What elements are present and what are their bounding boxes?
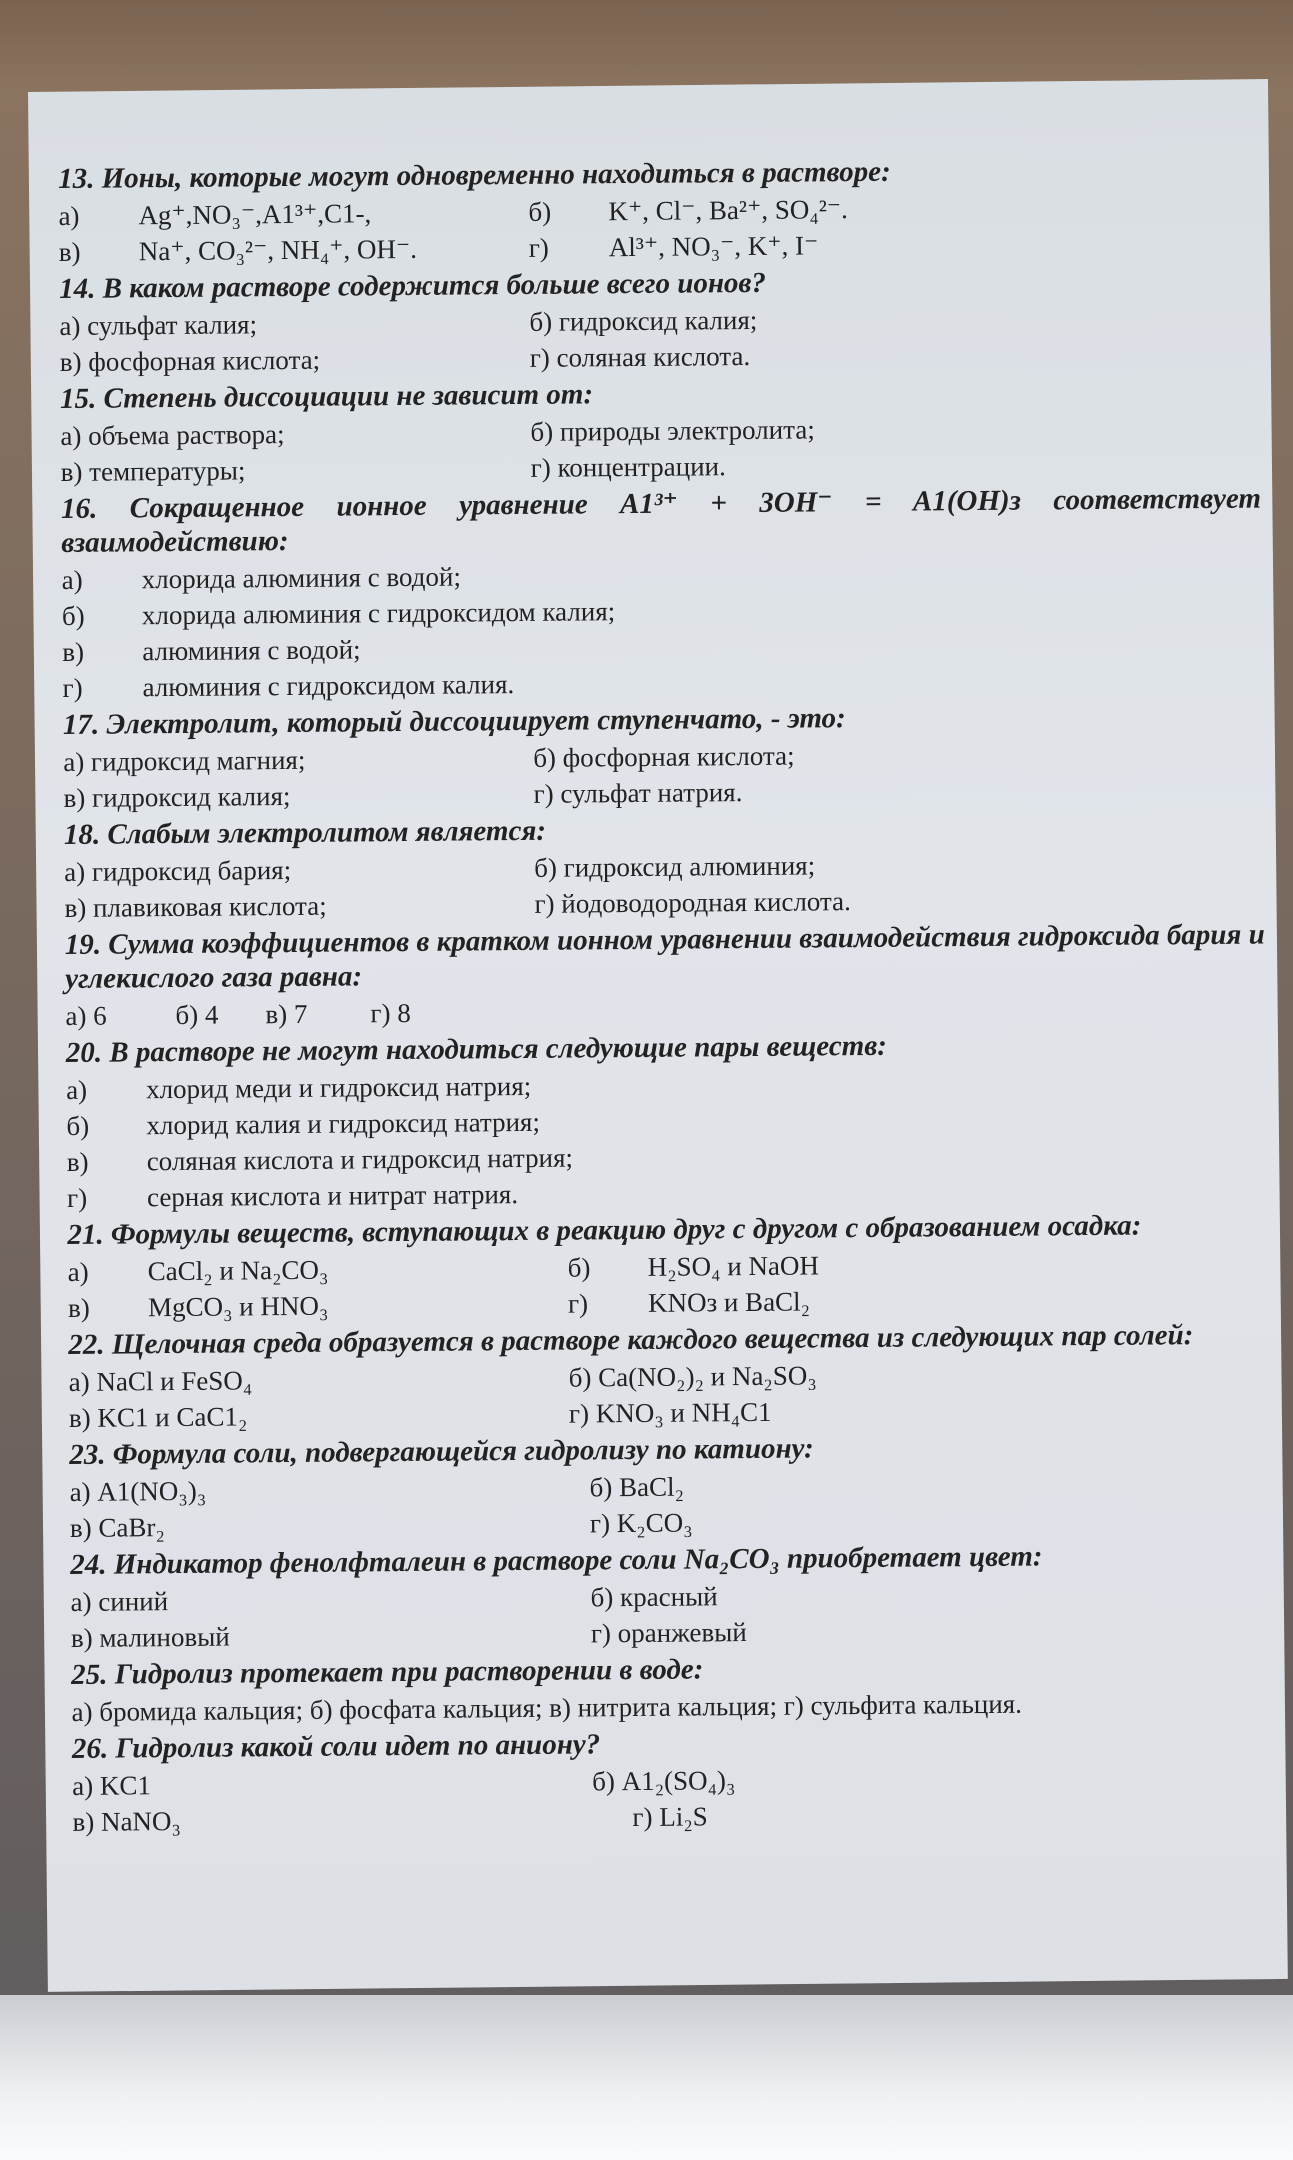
option-v: в) фосфорная кислота;	[59, 344, 321, 377]
question-14	[59, 262, 1260, 380]
question-24-title: 24. Индикатор фенолфталеин в растворе соли Na₂CO₃ приобретает цвет:	[70, 1540, 1043, 1581]
option-b: б) BaCl₂	[589, 1471, 685, 1503]
question-26	[72, 1721, 1273, 1839]
option-label: в)	[67, 1292, 90, 1323]
option-g: г) K₂CO₃	[589, 1507, 693, 1539]
option-a: а) сульфат калия;	[59, 309, 258, 341]
option-label: а)	[58, 200, 80, 231]
option-text: соляная кислота и гидроксид натрия;	[146, 1142, 574, 1177]
option-text: алюминия с гидроксидом калия.	[142, 669, 515, 703]
option-b: б) гидроксид калия;	[529, 304, 758, 337]
question-22	[68, 1317, 1269, 1435]
option-text: хлорид калия и гидроксид натрия;	[146, 1106, 541, 1141]
option-label: в)	[66, 1146, 89, 1177]
option-label: г)	[62, 672, 83, 703]
question-19	[65, 917, 1266, 1033]
option-a: а) KC1	[72, 1770, 152, 1801]
option-a: CaCl₂ и Na₂CO₃	[147, 1254, 329, 1287]
option-a: а) гидроксид магния;	[63, 744, 306, 777]
option-a: Ag⁺,NO₃⁻,A1³⁺,C1-,	[138, 198, 372, 231]
question-15-title: 15. Степень диссоциации не зависит от:	[59, 378, 594, 415]
option-label: в)	[62, 636, 85, 667]
option-a: а) объема раствора;	[60, 419, 285, 451]
question-16-title: 16. Сокращенное ионное уравнение A1³⁺ + 3OH⁻ = A1(OH)з соответствует взаимодействию:	[60, 482, 1262, 559]
question-13-title: 13. Ионы, которые могут одновременно находиться в растворе:	[58, 155, 891, 195]
option-b: б) 4	[175, 999, 219, 1031]
question-23	[69, 1427, 1270, 1545]
question-25	[71, 1647, 1272, 1729]
option-label: б)	[567, 1252, 591, 1283]
option-b: б) красный	[590, 1581, 718, 1613]
option-a: а) 6	[65, 1000, 107, 1031]
option-text: хлорида алюминия с водой;	[141, 561, 461, 595]
question-16	[61, 482, 1263, 706]
option-b: б) Ca(NO₂)₂ и Na₂SO₃	[568, 1360, 817, 1393]
question-17	[63, 698, 1264, 816]
question-17-title: 17. Электролит, который диссоциирует ступенчато, - это:	[62, 702, 846, 741]
question-20-title: 20. В растворе не могут находиться следующие пары веществ:	[65, 1029, 887, 1069]
option-g: г) 8	[370, 997, 411, 1029]
question-26-title: 26. Гидролиз какой соли идет по аниону?	[71, 1728, 601, 1765]
option-text: алюминия с водой;	[142, 634, 361, 667]
option-v: в) малиновый	[70, 1621, 230, 1653]
option-v: в) CaBr₂	[69, 1512, 165, 1543]
question-18-title: 18. Слабым электролитом является:	[63, 814, 547, 851]
question-14-title: 14. В каком растворе содержится больше всего ионов?	[58, 266, 767, 305]
question-25-options: а) бромида кальция; б) фосфата кальция; в) нитрита кальция; г) сульфита кальция.	[71, 1688, 1023, 1727]
question-24	[70, 1537, 1271, 1655]
option-v: в) NaNO₃	[72, 1805, 182, 1837]
option-label: б)	[66, 1110, 90, 1141]
option-label: а)	[61, 564, 83, 595]
test-content	[58, 150, 1273, 1840]
question-21-title: 21. Формулы веществ, вступающих в реакцию друг с другом с образованием осадка:	[67, 1209, 1142, 1251]
question-15	[60, 372, 1261, 490]
question-13	[58, 152, 1259, 270]
option-v: в) плавиковая кислота;	[64, 890, 327, 923]
option-label: а)	[65, 1074, 88, 1105]
option-b: H₂SO₄ и NaOH	[647, 1250, 820, 1282]
option-v: в) гидроксид калия;	[63, 780, 291, 813]
option-label: б)	[61, 600, 85, 631]
question-23-title: 23. Формула соли, подвергающейся гидролизу по катиону:	[69, 1432, 814, 1471]
option-a: а) A1(NO₃)₃	[69, 1475, 207, 1507]
option-b: K⁺, Cl⁻, Ba²⁺, SO₄²⁻.	[608, 194, 848, 227]
option-g: г) концентрации.	[530, 451, 726, 483]
option-g: Al³⁺, NO₃⁻, K⁺, I⁻	[608, 230, 819, 263]
option-a: а) синий	[70, 1586, 169, 1617]
question-22-title: 22. Щелочная среда образуется в растворе каждого вещества из следующих пар солей:	[68, 1319, 1194, 1361]
option-b: б) фосфорная кислота;	[533, 740, 795, 773]
option-a: а) гидроксид бария;	[64, 854, 292, 887]
option-label: а)	[67, 1256, 89, 1287]
option-label: г)	[567, 1288, 589, 1319]
option-g: KNOз и BaCl₂	[647, 1286, 811, 1318]
option-text: серная кислота и нитрат натрия.	[146, 1179, 519, 1213]
question-18	[64, 808, 1265, 926]
option-g: г) оранжевый	[590, 1617, 747, 1649]
question-25-title: 25. Гидролиз протекает при растворении в воде:	[71, 1653, 704, 1691]
option-label: г)	[66, 1182, 88, 1213]
question-21	[67, 1207, 1268, 1325]
option-label: б)	[528, 196, 552, 227]
question-19-title: 19. Сумма коэффициентов в кратком ионном уравнении взаимодействия гидроксида бария и углекислого газа равна:	[64, 918, 1265, 995]
paper-stack-bottom	[0, 1995, 1293, 2160]
option-a: а) NaCl и FeSO₄	[68, 1365, 253, 1397]
option-v: в) 7	[265, 998, 308, 1030]
option-label: г)	[528, 232, 549, 263]
option-g: г) соляная кислота.	[529, 340, 751, 373]
option-g: г) йодоводородная кислота.	[534, 886, 851, 919]
option-text: хлорид меди и гидроксид натрия;	[145, 1070, 532, 1105]
option-g: г) сульфат натрия.	[533, 777, 743, 809]
option-v: MgCO₃ и HNO₃	[147, 1290, 329, 1323]
option-b: б) природы электролита;	[530, 414, 815, 447]
option-b: б) гидроксид алюминия;	[534, 850, 816, 883]
option-v: в) температуры;	[60, 455, 246, 487]
option-b: б) A1₂(SO₄)₃	[592, 1765, 736, 1797]
option-label: в)	[58, 236, 81, 267]
option-g: г) KNO₃ и NH₄C1	[568, 1396, 772, 1429]
question-20	[66, 1025, 1268, 1215]
option-g: г) Li₂S	[632, 1801, 708, 1833]
option-v: Na⁺, CO₃²⁻, NH₄⁺, OH⁻.	[138, 233, 418, 267]
option-v: в) KC1 и CaC1₂	[68, 1401, 248, 1433]
option-text: хлорида алюминия с гидроксидом калия;	[141, 596, 616, 631]
